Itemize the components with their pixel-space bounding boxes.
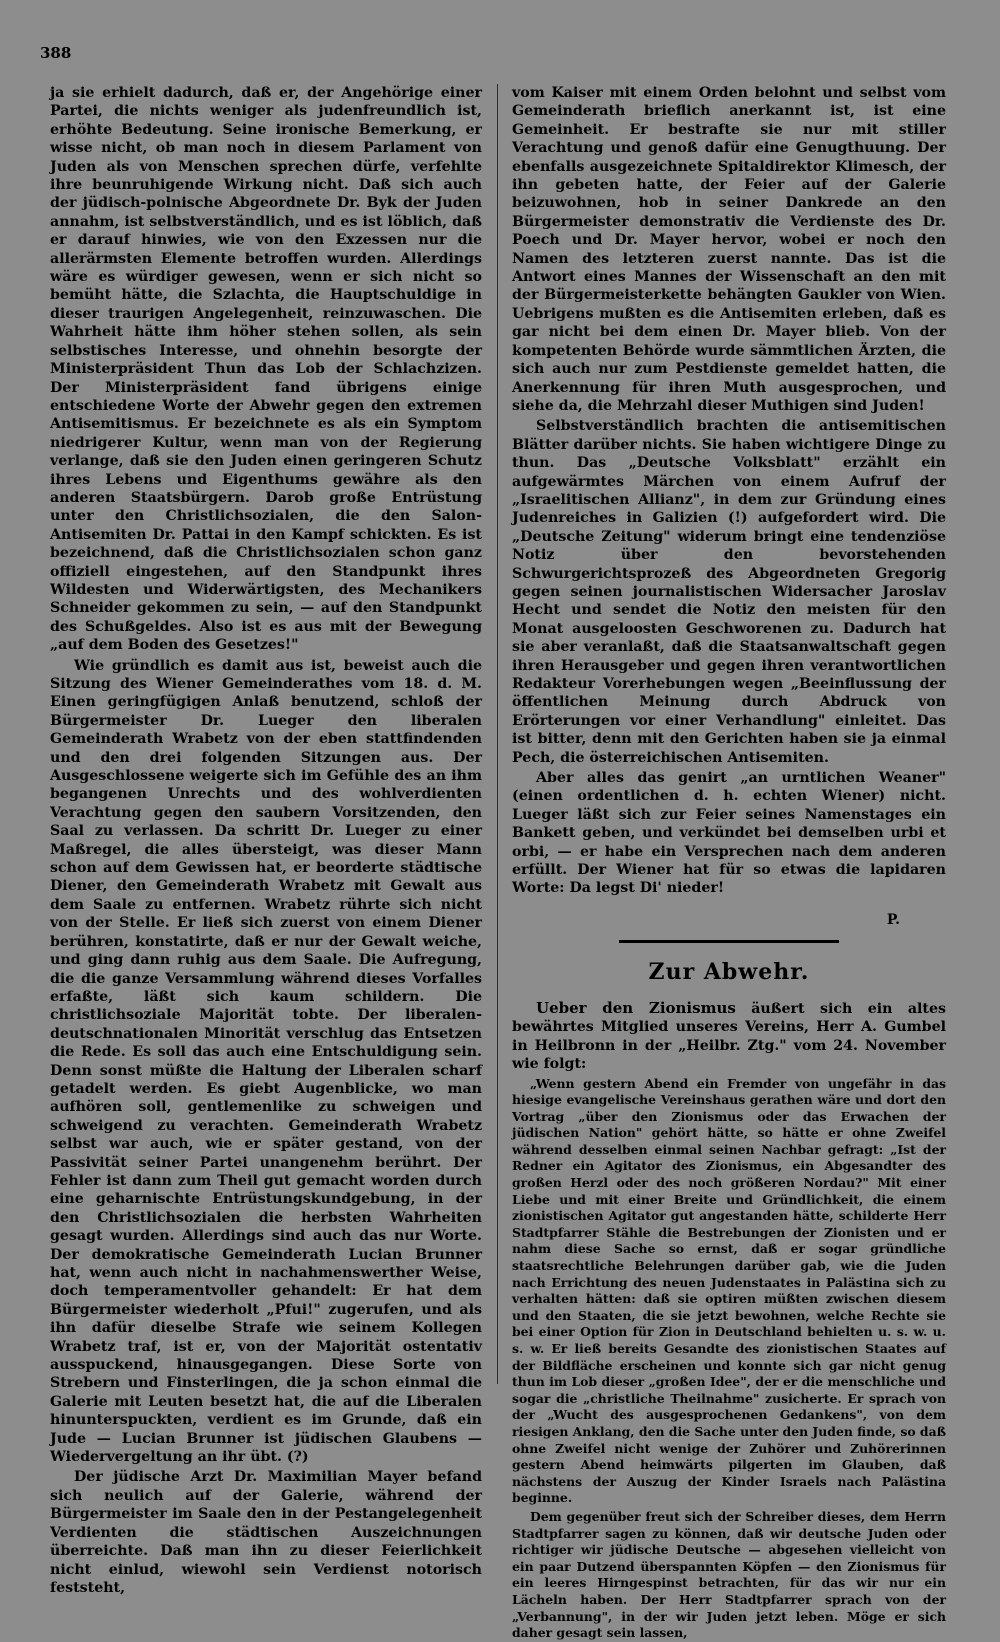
quote-paragraph: Dem gegenüber freut sich der Schreiber dieses, dem Herrn Stadtpfarrer sagen zu können, daß wir deutsche Juden oder richtiger wir jüdische Deutsche — abgesehen vielleicht von ein paar Dutzend überspannten Köpfen — den Zionismus für ein leeres Hirngespinst betrachten, für das wir nur ein Lächeln haben. Der Herr Stadtpfarrer sprach von der „Verbannung", in der wir Juden jetzt leben. Möge er sich daher gesagt sein lassen, bbox=[512, 1508, 946, 1641]
article-paragraph: vom Kaiser mit einem Orden belohnt und selbst vom Gemeinderath brieflich anerkannt ist, ist eine Gemeinheit. Er bestrafte sie nur mit stiller Verachtung und genoß dafür eine Genugthuung. Der ebenfalls ausgezeichnete Spitaldirektor Klimesch, der ihn gebeten hatte, der Feier auf der Galerie beizuwohnen, hob in seiner Dankrede an den Bürgermeister demonstrativ die Verdienste des Dr. Poech und Dr. Mayer hervor, wobei er noch den Namen des letzteren zuerst nannte. Das ist die Antwort eines Mannes der Wissenschaft an den mit der Bürgermeisterkette behängten Gaukler von Wien. Uebrigens mußten es die Antisemiten erleben, daß es gar nicht bei dem einen Dr. Mayer blieb. Von der kompetenten Behörde wurde sämmtlichen Ärzten, die sich auch nur zum Pestdienste gemeldet hatten, die Anerkennung für ihren Muth ausgesprochen, und siehe da, die Mehrzahl dieser Muthigen sind Juden! bbox=[512, 85, 946, 414]
page-number: 388 bbox=[40, 44, 72, 62]
left-column bbox=[50, 84, 482, 1597]
author-signature: P. bbox=[886, 911, 900, 928]
column-divider bbox=[497, 84, 498, 1384]
article-paragraph: Der jüdische Arzt Dr. Maximilian Mayer befand sich neulich auf der Galerie, während der Bürgermeister im Saale den in der Pestangelegenheit Verdienten die städtischen Auszeichnungen überreichte. Daß man ihn zu dieser Feierlichkeit nicht einlud, wiewohl sein Verdienst notorisch feststeht, bbox=[50, 1469, 482, 1596]
lead-heading: Ueber den Zionismus bbox=[536, 998, 736, 1017]
section-title: Zur Abwehr. bbox=[648, 958, 810, 985]
article-paragraph: Aber alles das genirt „an urntlichen Weaner" (einen ordentlichen d. h. echten Wiener) nicht. Lueger läßt sich zur Feier seines Namenstages ein Bankett geben, und verkündet bei demselben urbi et orbi, — er habe ein Versprechen nach dem anderen erfüllt. Der Wiener hat für so etwas die lapidaren Worte: Da legst Di' nieder! bbox=[512, 770, 946, 897]
lead-paragraph bbox=[512, 999, 946, 1074]
article-paragraph: ja sie erhielt dadurch, daß er, der Angehörige einer Partei, die nichts weniger als judenfreundlich ist, erhöhte Bedeutung. Seine ironische Bemerkung, er wisse nicht, ob man noch in diesem Parlament von Juden als von Menschen sprechen dürfe, verfehlte ihre beunruhigende Wirkung nicht. Daß sich auch der jüdisch-polnische Abgeordnete Dr. Byk der Juden annahm, ist selbstverständlich, und es ist löblich, daß er darauf hinwies, wie von den Exzessen nur die allerärmsten Elemente betroffen wurden. Allerdings wäre es würdiger gewesen, wenn er sich nicht so bemüht hätte, die Szlachta, die Hauptschuldige in dieser traurigen Angelegenheit, reinzuwaschen. Die Wahrheit hätte ihm höher stehen sollen, als sein selbstisches Interesse, und ohnehin besorgte der Ministerpräsident Thun das Lob der Schlachzizen. Der Ministerpräsident fand übrigens einige entschiedene Worte der Abwehr gegen den extremen Antisemitismus. Er bezeichnete es als ein Symptom niedrigerer Kultur, wenn man von der Regierung verlange, daß sie den Juden einen geringeren Schutz ihres Lebens und Eigenthums gewähre als den anderen Staatsbürgern. Darob große Entrüstung unter den Christlichsozialen, die den Salon-Antisemiten Dr. Pattai in den Kampf schickten. Es ist bezeichnend, daß die Christlichsozialen schon ganz offiziell eingestehen, auf den Standpunkt ihres Wildesten und Widerwärtigsten, des Mechanikers Schneider gekommen zu sein, — auf den Standpunkt des Schußgeldes. Also ist es aus mit der Bewegung „auf dem Boden des Gesetzes!" bbox=[50, 85, 482, 654]
quote-paragraph: „Wenn gestern Abend ein Fremder von ungefähr in das hiesige evangelische Vereinshaus gerathen wäre und dort den Vortrag „über den Zionismus oder das Erwachen der jüdischen Nation" gehört hätte, so hätte er ohne Zweifel während desselben einmal seinen Nachbar gefragt: „Ist der Redner ein Agitator des Zionismus, ein Abgesandter des großen Herzl oder des noch größeren Nordau?" Mit einer Liebe und mit einer Breite und Gründlichkeit, die einem zionistischen Agitator gut angestanden hätte, schilderte Herr Stadtpfarrer Stähle die Bestrebungen der Zionisten und er nahm diese Sache so ernst, daß er sogar gründliche staatsrechtliche Belehrungen darüber gab, wie die Juden nach Errichtung des neuen Judenstaates in Palästina sich zu verhalten hätten: daß sie optiren müßten zwischen diesem und den Staaten, die sie jetzt bewohnen, welche Rechte sie bei einer Option für Zion in Deutschland behielten u. s. w. u. s. w. Er ließ bereits Gesandte des zionistischen Staates auf der Bildfläche erscheinen und konnte sich gar nicht genug thun im Lob dieser „großen Idee", der er die menschliche und sogar die „christliche Theilnahme" zusicherte. Er sprach von der „Wucht des ausgesprochenen Gedankens", von dem riesigen Anklang, den die Sache unter den Juden finde, so daß ohne Zweifel nicht wenige der Zuhörer und Zuhörerinnen gestern Abend heimwärts pilgerten im Glauben, daß nächstens der Auszug der Kinder Israels nach Palästina beginne. bbox=[512, 1075, 947, 1506]
article-paragraph: Wie gründlich es damit aus ist, beweist auch die Sitzung des Wiener Gemeinderathes vom 18. d. M. Einen geringfügigen Anlaß benutzend, schloß der Bürgermeister Dr. Lueger den liberalen Gemeinderath Wrabetz von der eben stattfindenden und den drei folgenden Sitzungen aus. Der Ausgeschlossene weigerte sich im Gefühle des an ihm begangenen Unrechts und des wohlverdienten Verachtung gegen den saubern Vorsitzenden, den Saal zu verlassen. Da schritt Dr. Lueger zu einer Maßregel, die alles übersteigt, was dieser Mann schon auf dem Gewissen hat, er beorderte städtische Diener, den Gemeinderath Wrabetz mit Gewalt aus dem Saale zu entfernen. Wrabetz rührte sich nicht von der Stelle. Er ließ sich zuerst von einem Diener berühren, konstatirte, daß er nur der Gewalt weiche, und ging dann ruhig aus dem Saale. Die Aufregung, die die ganze Versammlung während dieses Vorfalles erfaßte, läßt sich kaum schildern. Die christlichsoziale Majorität tobte. Der liberalen-deutschnationalen Minorität verschlug das Entsetzen die Rede. Es soll das auch eine Entschuldigung sein. Denn sonst müßte die Haltung der Liberalen scharf getadelt werden. Es giebt Augenblicke, wo man aufhören soll, gentlemenlike zu schweigen und schweigend zu verachten. Gemeinderath Wrabetz selbst war auch, wie er später gestand, von der Passivität seiner Partei unangenehm berührt. Der Fehler ist dann zum Theil gut gemacht worden durch eine geharnischte Entrüstungskundgebung, in der den Christlichsozialen die herbsten Wahrheiten gesagt wurden. Allerdings sind auch das nur Worte. Der demokratische Gemeinderath Lucian Brunner hat, wenn auch nicht in nachahmenswerther Weise, doch temperamentvoller gehandelt: Er hat dem Bürgermeister wiederholt „Pfui!" zugerufen, und als ihn dafür dieselbe Strafe wie seinem Kollegen Wrabetz traf, ist er, von der Majorität ostentativ ausspuckend, hinausgegangen. Diese Sorte von Strebern und Finsterlingen, die ja schon einmal die Galerie mit Leuten besetzt hat, die auf die Liberalen hinunterspuckten, verdient es im Grunde, daß ein Jude — Lucian Brunner ist jüdischen Glaubens — Wiedervergeltung an ihr übt. (?) bbox=[50, 657, 482, 1466]
lead-text: äußert sich ein altes bewährtes Mitglied unseres Vereins, Herr A. Gumbel in Heilbronn in der „Heilbr. Ztg." vom 24. November wie folgt: bbox=[512, 1000, 946, 1073]
right-column bbox=[512, 84, 946, 1642]
section-rule bbox=[619, 940, 839, 943]
article-paragraph: Selbstverständlich brachten die antisemitischen Blätter darüber nichts. Sie haben wichtigere Dinge zu thun. Das „Deutsche Volksblatt" erzählt ein aufgewärmtes Märchen von einem Aufruf der „Israelitischen Allianz", in dem zur Gründung eines Judenreiches in Galizien (!) aufgefordert wird. Die „Deutsche Zeitung" widerum bringt eine tendenziöse Notiz über den bevorstehenden Schwurgerichtsprozeß des Abgeordneten Gregorig gegen seinen journalistischen Widersacher Jaroslav Hecht und sendet die Notiz den meisten für den Monat ausgeloosten Geschworenen zu. Dadurch hat sie aber veranlaßt, daß die Staatsanwaltschaft gegen ihren Herausgeber und gegen ihren verantwortlichen Redakteur Vorerhebungen wegen „Beeinflussung der öffentlichen Meinung durch Abdruck von Erörterungen vor einer Verhandlung" einleitet. Das ist bitter, denn mit den Gerichten haben sie ja einmal Pech, die österreichischen Antisemiten. bbox=[512, 418, 946, 766]
